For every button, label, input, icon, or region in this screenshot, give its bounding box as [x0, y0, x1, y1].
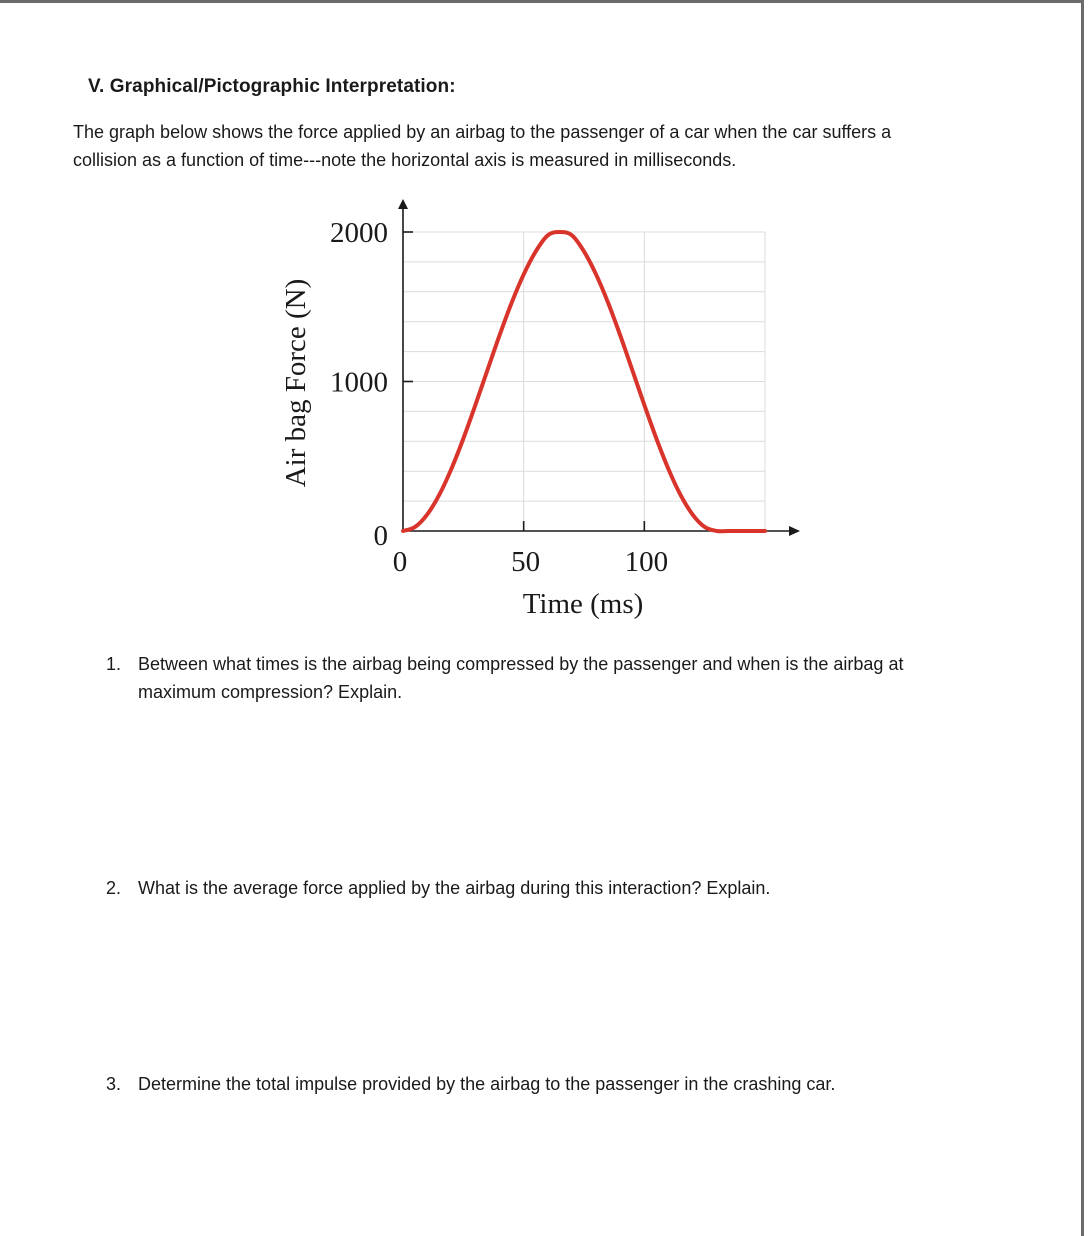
question-2-text: What is the average force applied by the airbag during this interaction? Explain. [138, 878, 771, 898]
question-3-number: 3. [106, 1074, 122, 1094]
section-heading: V. Graphical/Pictographic Interpretation: [88, 76, 456, 97]
y-tick-label: 1000 [330, 366, 388, 399]
chart-axes [398, 199, 800, 536]
question-1-line-2: maximum compression? Explain. [138, 682, 403, 702]
intro-line-2: collision as a function of time---note the horizontal axis is measured in milliseconds. [73, 150, 737, 170]
chart-ticks [330, 217, 668, 578]
x-axis-label: Time (ms) [522, 588, 644, 620]
intro-line-1: The graph below shows the force applied by an airbag to the passenger of a car when the car suffers a [73, 122, 892, 142]
chart-grid [403, 232, 765, 531]
x-tick-label: 50 [511, 546, 541, 578]
question-2-number: 2. [106, 878, 122, 898]
y-tick-label: 2000 [330, 217, 388, 249]
question-1-number: 1. [106, 654, 122, 674]
question-1 [106, 650, 1006, 706]
y-axis-arrow-icon [398, 199, 408, 209]
question-3-text: Determine the total impulse provided by the airbag to the passenger in the crashing car. [138, 1074, 836, 1094]
x-axis-arrow-icon [789, 526, 800, 536]
x-tick-label: 0 [392, 546, 408, 578]
question-1-line-1: Between what times is the airbag being compressed by the passenger and when is the airbag at [138, 654, 904, 674]
question-3 [106, 1070, 1006, 1098]
y-tick-label: 0 [373, 520, 388, 552]
question-1-text [138, 650, 1006, 706]
x-tick-label: 100 [624, 546, 669, 578]
question-2 [106, 874, 1006, 902]
y-axis-label: Air bag Force (N) [280, 278, 312, 488]
